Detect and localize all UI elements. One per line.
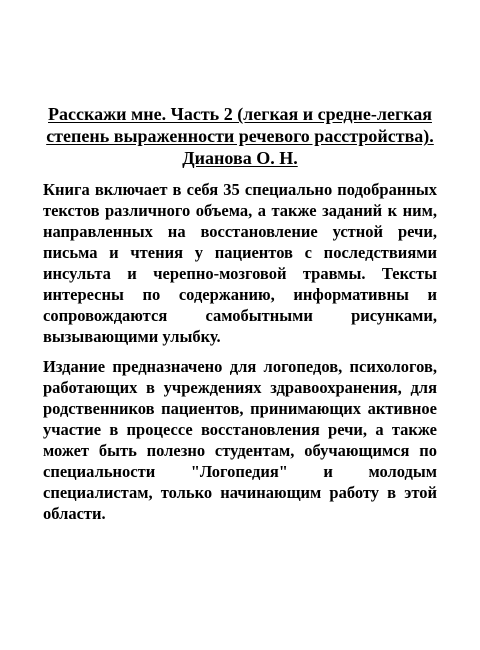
description-paragraph: Книга включает в себя 35 специально подобранных текстов различного объема, а также заданий к ним, направленных на восстановление устной речи, письма и чтения у пациентов с последствиями инсульта и черепно-мозговой травмы. Тексты интересны по содержанию, информативны и сопровождаются самобытными рисунками, вызывающими улыбку. bbox=[43, 180, 437, 346]
document-title: Расскажи мне. Часть 2 (легкая и средне-легкая степень выраженности речевого расстройства). Дианова О. Н. bbox=[46, 104, 434, 168]
audience-paragraph: Издание предназначено для логопедов, психологов, работающих в учреждениях здравоохранения, для родственников пациентов, принимающих активное участие в процессе восстановления речи, а также может быть полезно студентам, обучающимся по специальности "Логопедия" и молодым специалистам, только начинающим работу в этой области. bbox=[43, 357, 437, 523]
